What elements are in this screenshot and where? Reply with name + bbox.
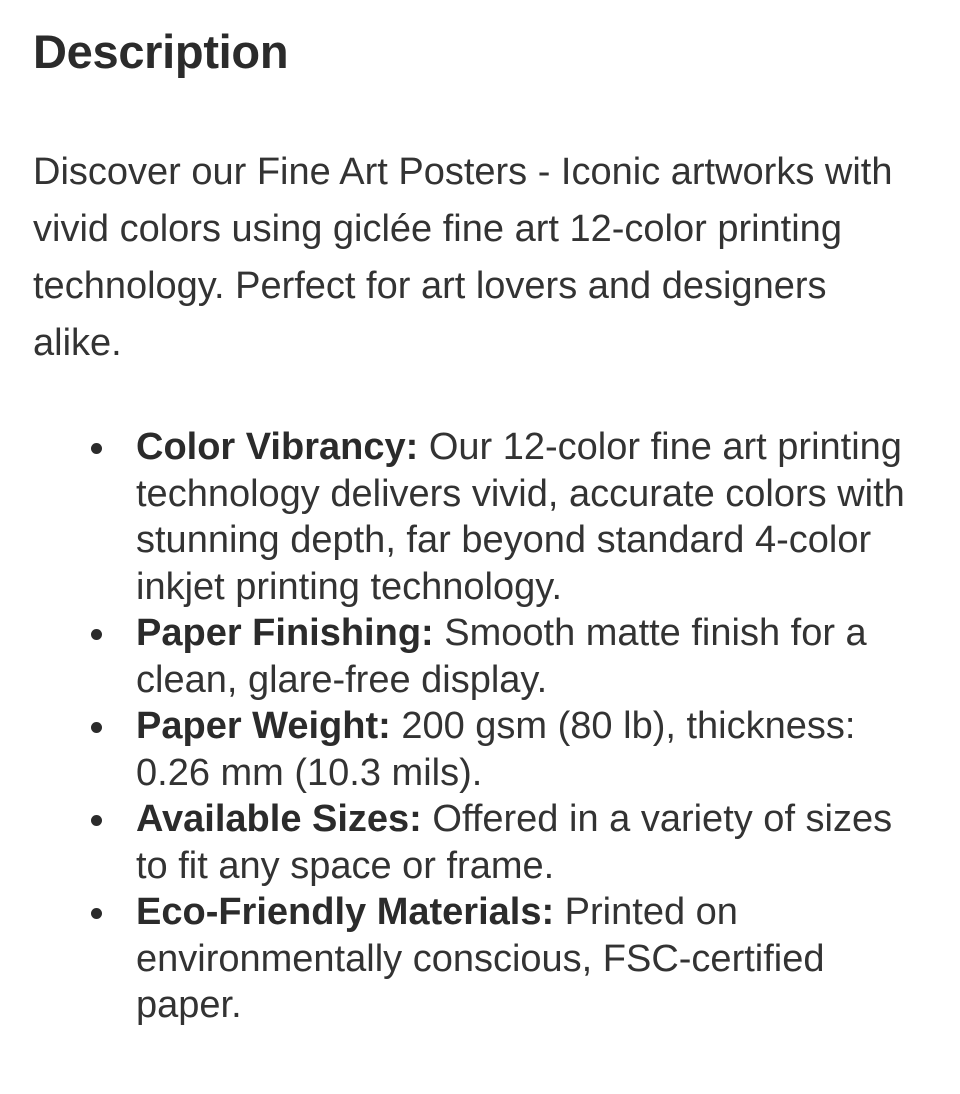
bullet-icon (91, 815, 102, 826)
feature-text: Printed on environmentally conscious, FSC-certified paper. (136, 891, 825, 1026)
feature-list (33, 424, 923, 1029)
description-section (33, 0, 923, 1029)
feature-item-available-sizes (33, 796, 911, 889)
feature-item-paper-weight (33, 703, 911, 796)
feature-text: Our 12-color fine art printing technology delivers vivid, accurate colors with stunning depth, far beyond standard 4-color inkjet printing technology. (136, 426, 905, 608)
feature-item-color-vibrancy (33, 424, 911, 610)
intro-paragraph: Discover our Fine Art Posters - Iconic artworks with vivid colors using giclée fine art 12-color printing technology. Perfect for art lovers and designers alike. (33, 151, 893, 364)
feature-text: Offered in a variety of sizes to fit any space or frame. (136, 798, 893, 887)
bullet-icon (91, 908, 102, 919)
bullet-icon (91, 629, 102, 640)
feature-text: 200 gsm (80 lb), thickness: 0.26 mm (10.3 mils). (136, 705, 856, 794)
feature-label: Paper Finishing: (136, 612, 434, 654)
feature-label: Eco-Friendly Materials: (136, 891, 555, 933)
feature-label: Color Vibrancy: (136, 426, 419, 468)
section-title: Description (33, 25, 289, 78)
feature-label: Paper Weight: (136, 705, 391, 747)
bullet-icon (91, 443, 102, 454)
bullet-icon (91, 722, 102, 733)
feature-text: Smooth matte finish for a clean, glare-free display. (136, 612, 867, 701)
feature-item-paper-finishing (33, 610, 911, 703)
feature-label: Available Sizes: (136, 798, 422, 840)
feature-item-eco-friendly-materials (33, 889, 911, 1029)
